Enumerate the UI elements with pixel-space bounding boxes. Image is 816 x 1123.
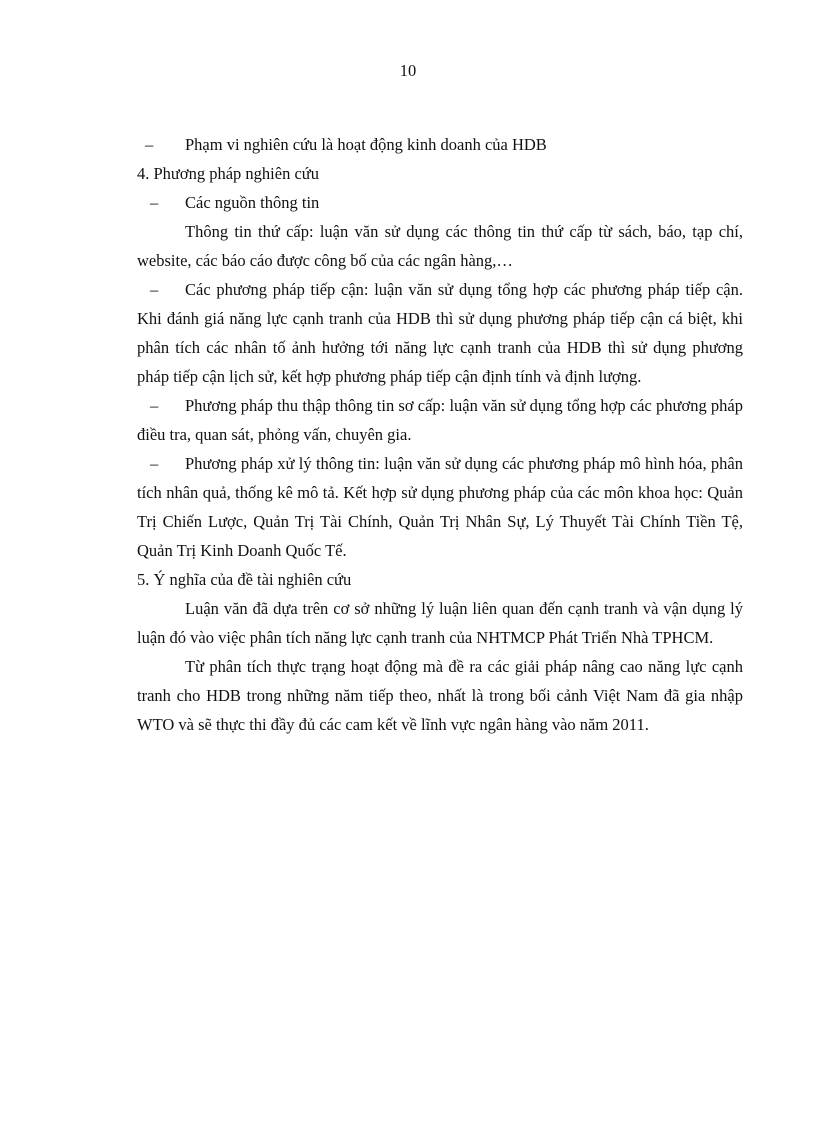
dash-bullet: – xyxy=(150,280,159,299)
dash-bullet: – xyxy=(150,396,159,415)
dash-bullet: – xyxy=(150,454,159,473)
significance-paragraph-2: Từ phân tích thực trạng hoạt động mà đề ra các giải pháp nâng cao năng lực cạnh tranh cho HDB trong những năm tiếp theo, nhất là trong bối cảnh Việt Nam đã gia nhập WTO và sẽ thực thi đầy đủ các cam kết về lĩnh vực ngân hàng vào năm 2011. xyxy=(137,657,743,734)
list-item-approach xyxy=(137,275,743,391)
list-item-scope xyxy=(137,130,743,159)
primary-collection-text: Phương pháp thu thập thông tin sơ cấp: luận văn sử dụng tổng hợp các phương pháp điều tra, quan sát, phỏng vấn, chuyên gia. xyxy=(137,396,743,444)
section-5-heading: 5. Ý nghĩa của đề tài nghiên cứu xyxy=(137,570,352,589)
dash-bullet: – xyxy=(150,193,159,212)
list-item-processing xyxy=(137,449,743,565)
approach-text: Các phương pháp tiếp cận: luận văn sử dụng tổng hợp các phương pháp tiếp cận. Khi đánh giá năng lực cạnh tranh của HDB thì sử dụng phương pháp tiếp cận cá biệt, khi phân tích các nhân tố ảnh hưởng tới năng lực cạnh tranh của HDB thì sử dụng phương pháp tiếp cận lịch sử, kết hợp phương pháp tiếp cận định tính và định lượng. xyxy=(137,280,743,386)
page-number: 10 xyxy=(399,61,417,80)
sources-text: Các nguồn thông tin xyxy=(185,193,320,212)
list-item-sources xyxy=(137,188,743,217)
section-4-heading: 4. Phương pháp nghiên cứu xyxy=(137,164,319,183)
significance-paragraph-1: Luận văn đã dựa trên cơ sở những lý luận liên quan đến cạnh tranh và vận dụng lý luận đó vào việc phân tích năng lực cạnh tranh của NHTMCP Phát Triển Nhà TPHCM. xyxy=(137,599,743,647)
list-item-primary-collection xyxy=(137,391,743,449)
body-text xyxy=(137,130,743,739)
processing-text: Phương pháp xử lý thông tin: luận văn sử dụng các phương pháp mô hình hóa, phân tích nhân quả, thống kê mô tả. Kết hợp sử dụng phương pháp của các môn khoa học: Quản Trị Chiến Lược, Quản Trị Tài Chính, Quản Trị Nhân Sự, Lý Thuyết Tài Chính Tiền Tệ, Quản Trị Kinh Doanh Quốc Tế. xyxy=(137,454,743,560)
secondary-info-paragraph: Thông tin thứ cấp: luận văn sử dụng các thông tin thứ cấp từ sách, báo, tạp chí, website, các báo cáo được công bố của các ngân hàng,… xyxy=(137,222,743,270)
scope-text: Phạm vi nghiên cứu là hoạt động kinh doanh của HDB xyxy=(185,135,547,154)
dash-bullet: – xyxy=(145,135,154,154)
